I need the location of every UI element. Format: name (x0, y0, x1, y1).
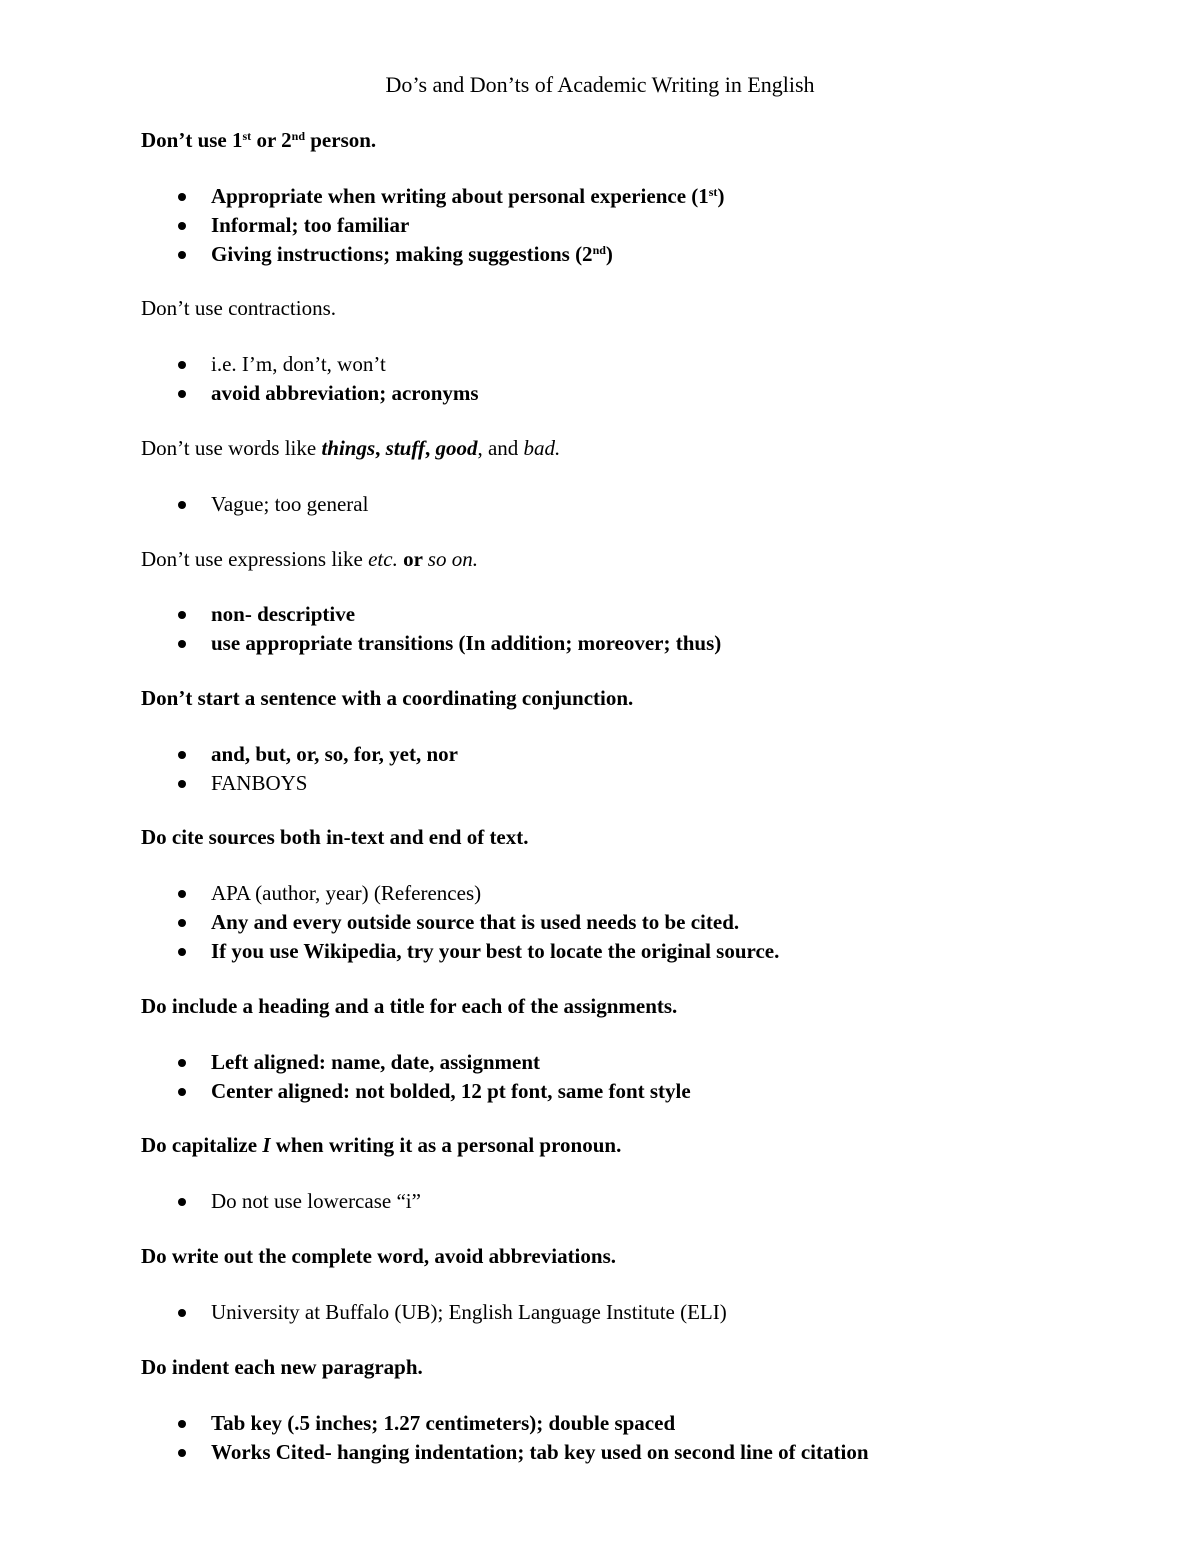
bullet-icon (178, 1449, 186, 1457)
list-item: Any and every outside source that is used needs to be cited. (211, 912, 739, 933)
section-heading: Don’t use expressions like etc. or so on. (141, 547, 478, 571)
bullet-icon (178, 193, 186, 201)
bullet-icon (178, 1088, 186, 1096)
list-item: FANBOYS (211, 773, 307, 794)
bullet-icon (178, 361, 186, 369)
section-heading: Do cite sources both in-text and end of text. (141, 825, 529, 849)
list-item: Appropriate when writing about personal experience (1st) (211, 186, 724, 207)
list-item: Giving instructions; making suggestions (2nd) (211, 244, 613, 265)
list-item: avoid abbreviation; acronyms (211, 383, 479, 404)
list-item: use appropriate transitions (In addition; moreover; thus) (211, 633, 721, 654)
bullet-icon (178, 751, 186, 759)
section-heading: Don’t use 1st or 2nd person. (141, 128, 377, 152)
list-item: Center aligned: not bolded, 12 pt font, same font style (211, 1081, 691, 1102)
list-item: i.e. I’m, don’t, won’t (211, 354, 386, 375)
list-item: Do not use lowercase “i” (211, 1191, 421, 1212)
list-item: Left aligned: name, date, assignment (211, 1052, 540, 1073)
bullet-icon (178, 948, 186, 956)
section-heading: Do write out the complete word, avoid abbreviations. (141, 1244, 616, 1268)
bullet-icon (178, 890, 186, 898)
bullet-icon (178, 1309, 186, 1317)
list-item: Tab key (.5 inches; 1.27 centimeters); double spaced (211, 1413, 675, 1434)
list-item: Vague; too general (211, 494, 368, 515)
bullet-icon (178, 780, 186, 788)
section-heading: Do indent each new paragraph. (141, 1355, 423, 1379)
list-item: and, but, or, so, for, yet, nor (211, 744, 458, 765)
bullet-icon (178, 222, 186, 230)
bullet-icon (178, 251, 186, 259)
bullet-icon (178, 611, 186, 619)
bullet-icon (178, 390, 186, 398)
bullet-icon (178, 1420, 186, 1428)
section-heading: Do capitalize I when writing it as a personal pronoun. (141, 1133, 622, 1157)
section-heading: Don’t use words like things, stuff, good, and bad. (141, 436, 561, 460)
list-item: APA (author, year) (References) (211, 883, 481, 904)
list-item: Informal; too familiar (211, 215, 409, 236)
bullet-icon (178, 640, 186, 648)
list-item: University at Buffalo (UB); English Language Institute (ELI) (211, 1302, 727, 1323)
list-item: If you use Wikipedia, try your best to locate the original source. (211, 941, 779, 962)
bullet-icon (178, 501, 186, 509)
bullet-icon (178, 1059, 186, 1067)
bullet-icon (178, 1198, 186, 1206)
section-heading: Do include a heading and a title for each of the assignments. (141, 994, 678, 1018)
section-heading: Don’t start a sentence with a coordinating conjunction. (141, 686, 634, 710)
bullet-icon (178, 919, 186, 927)
section-heading: Don’t use contractions. (141, 296, 336, 320)
list-item: non- descriptive (211, 604, 355, 625)
page-title: Do’s and Don’ts of Academic Writing in English (385, 72, 815, 97)
list-item: Works Cited- hanging indentation; tab key used on second line of citation (211, 1442, 869, 1463)
